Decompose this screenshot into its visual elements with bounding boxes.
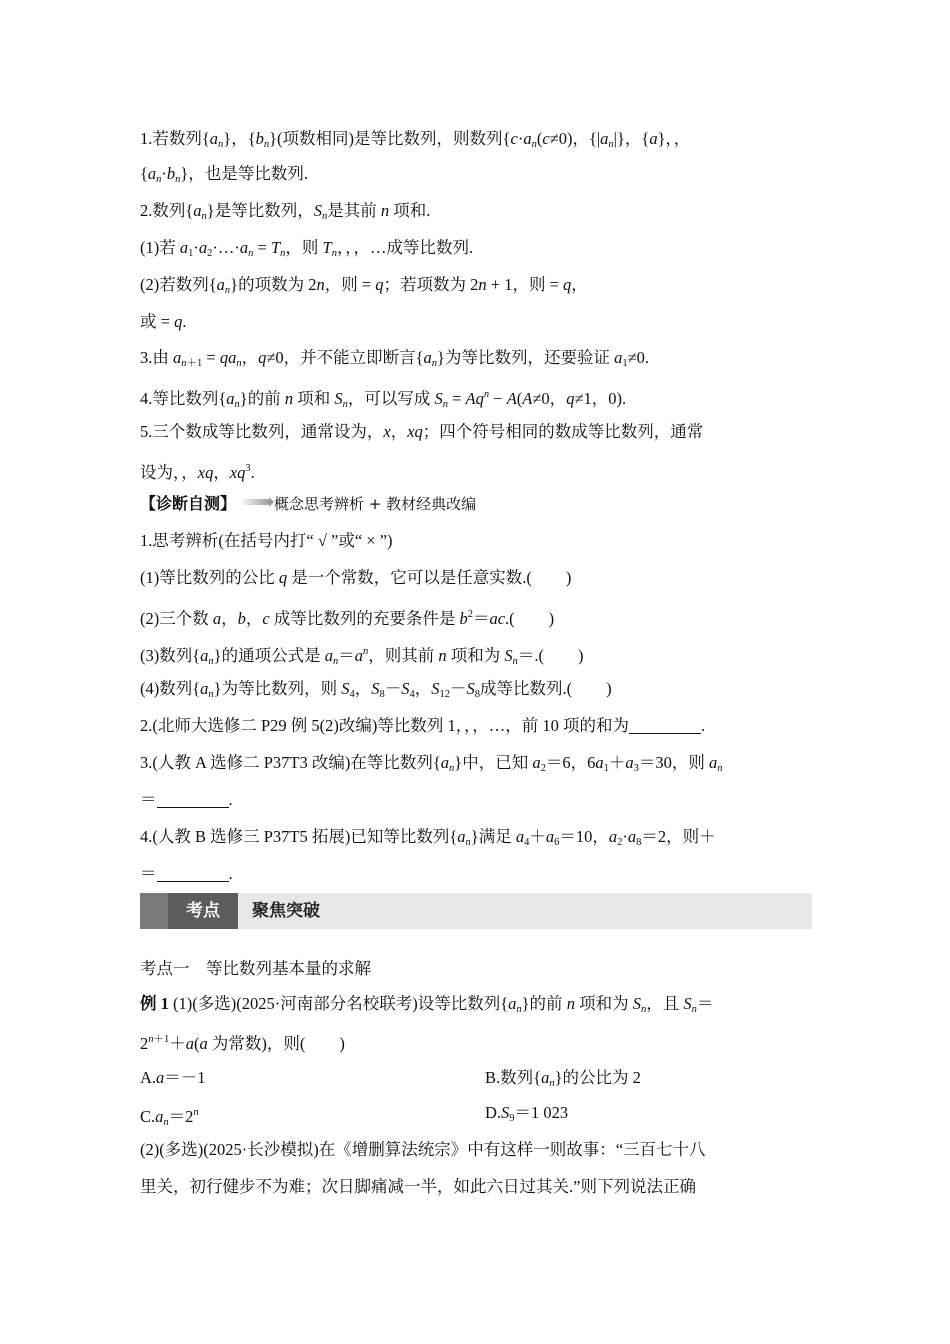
point-1-line-2: $\{a_n\cdot b_n\}$，也是等比数列. — [140, 164, 308, 185]
q2: 2.(北师大选修二 P29 例 5(2)改编)等比数列 1，，，…，前 10 项的和为 . — [140, 716, 706, 735]
diagnosis-subtitle: 概念思考辨析 + 教材经典改编 — [274, 495, 477, 513]
banner-label: 考点 — [186, 901, 220, 921]
options-row-2 — [140, 1101, 812, 1135]
q1-1: (1)等比数列的公比 q 是一个常数，它可以是任意实数.( ) — [140, 568, 572, 587]
section-banner — [140, 893, 812, 929]
answer-blank[interactable] — [157, 865, 229, 882]
q3-line-1: 3.(人教 A 选修二 P37T3 改编)在等比数列$\{a_n\}$中，已知 $a_2=6$，$6a_1+a_3=30$，则 $a_n$ — [140, 753, 723, 774]
answer-blank[interactable] — [629, 717, 701, 734]
point-5-line-2: 设为，，xq，$xq^3$. — [140, 463, 255, 482]
q4-line-2: ＝ . — [140, 864, 233, 883]
example-1-2-line-1: (2)(多选)(2025·长沙模拟)在《增删算法统宗》中有这样一则故事：“三百七十八 — [140, 1140, 706, 1159]
option-b[interactable]: B.数列$\{a_n\}$的公比为 2 — [485, 1068, 641, 1089]
q4-line-1: 4.(人教 B 选修三 P37T5 拓展)已知等比数列$\{a_n\}$满足 $a_4+a_6=10$，$a_2\cdot a_8=2$，则＋ — [140, 827, 716, 848]
point-2: 2.数列$\{a_n\}$是等比数列，$S_n$是其前 n 项和. — [140, 201, 431, 222]
options-row-1 — [140, 1066, 812, 1090]
point-4: 4.等比数列$\{a_n\}$的前 n 项和 $S_n$，可以写成 $S_n = Aq^n - A(A\ne 0$，q≠1，0). — [140, 389, 627, 410]
option-a[interactable]: A.a＝－1 — [140, 1068, 206, 1087]
point-5-line-1: 5.三个数成等比数列，通常设为，x，xq；四个符号相同的数成等比数列，通常 — [140, 422, 704, 441]
example-label: 例 1 — [140, 994, 169, 1013]
point-1-line-1: 1.若数列$\{a_n\}$，$\{b_n\}$(项数相同)是等比数列，则数列{$c\cdot a_n(c\ne 0)$，$\{|a_n|\}$，{a}，， — [140, 129, 691, 150]
section-title: 考点一 等比数列基本量的求解 — [140, 959, 371, 978]
answer-blank[interactable] — [157, 791, 229, 808]
q1-2: (2)三个数 a，b，c 成等比数列的充要条件是 $b^2=ac$.( ) — [140, 609, 555, 628]
option-c[interactable]: $C.a_n=2^n$ — [140, 1107, 199, 1128]
q3-line-2: ＝ . — [140, 790, 233, 809]
example-1-2-line-2: 里关，初行健步不为难；次日脚痛减一半，如此六日过其关.”则下列说法正确 — [140, 1177, 696, 1196]
arrow-icon — [240, 499, 270, 505]
q1-3: (3)数列$\{a_n\}$的通项公式是 $a_n=a^n$，则其前 n 项和为 $S_n=$.( ) — [140, 646, 584, 667]
point-2-1: (1)若 $a_1\cdot a_2\cdot\dots\cdot a_n = T_n$，则 $T_n$，，，…成等比数列. — [140, 238, 474, 259]
point-2-2-line-2: 或 = q. — [140, 312, 187, 331]
example-1-line-2: $2^{n+1}+a(a$ 为常数)，则( ) — [140, 1034, 345, 1053]
diagnosis-header — [140, 492, 812, 516]
banner-title: 聚焦突破 — [252, 901, 320, 921]
q1-title: 1.思考辨析(在括号内打“ √ ”或“ × ”) — [140, 531, 393, 550]
option-d[interactable]: $D.S_9=1$ 023 — [485, 1103, 569, 1124]
point-3: 3.由 $a_{n+1} = qa_n$，q≠0，并不能立即断言$\{a_n\}$为等比数列，还要验证 $a_1\ne 0$. — [140, 348, 650, 369]
diagnosis-title: 【诊断自测】 — [140, 494, 237, 513]
q1-4: (4)数列$\{a_n\}$为等比数列，则 $S_4$，$S_8-S_4$，$S_{12}-S_8$成等比数列.( ) — [140, 679, 612, 700]
point-2-2-line-1: (2)若数列$\{a_n\}$的项数为 2n，则 = q；若项数为 2n + 1，则 = q， — [140, 275, 588, 296]
example-1-line-1: 例 1 (1)(多选)(2025·河南部分名校联考)设等比数列$\{a_n\}$的前 n 项和为 $S_n$，且 $S_n=$ — [140, 994, 714, 1015]
